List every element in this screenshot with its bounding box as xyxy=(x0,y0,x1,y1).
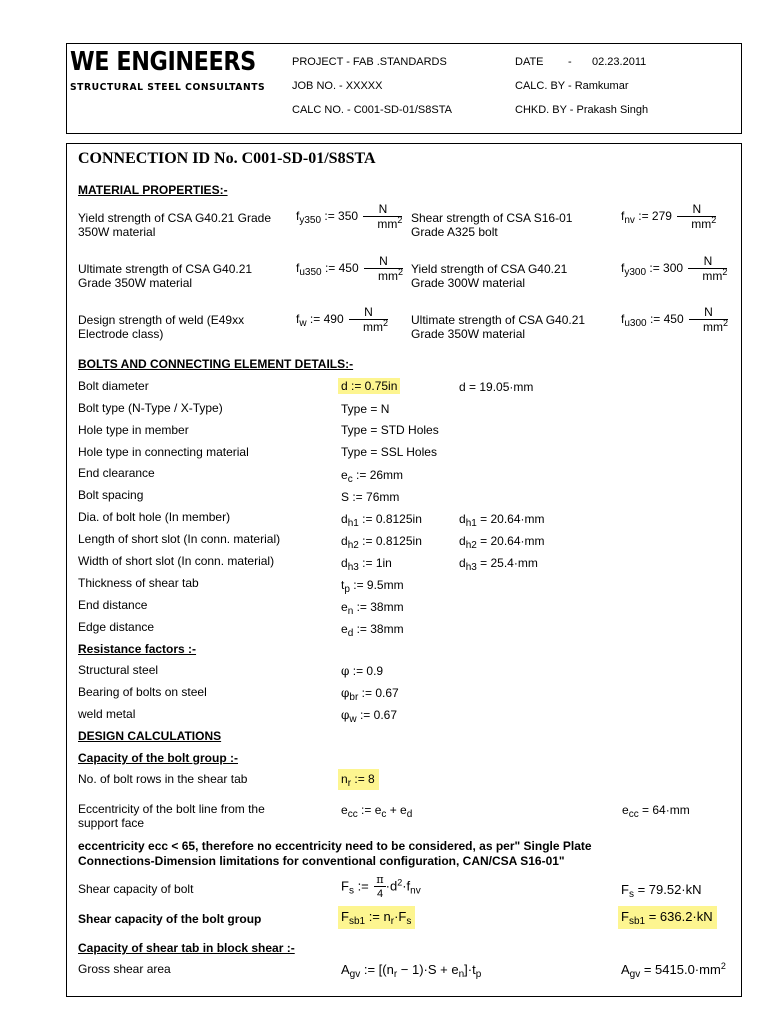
fnv-description: Shear strength of CSA S16-01 Grade A325 bolt xyxy=(411,211,573,239)
block-shear-heading: Capacity of shear tab in block shear :- xyxy=(78,941,295,955)
fy300-formula: $f_{y300}$ := 300 $\frac{N}{mm^2}$ xyxy=(621,254,728,283)
fu350-formula: $f_{u350}$ := 450 $\frac{N}{mm^2}$ xyxy=(296,254,403,283)
hole-member-expr: Type = STD Holes xyxy=(341,423,439,437)
fsb-expr: $F_{sb1}$ := $n_r\cdot F_s$ xyxy=(338,910,415,924)
bolts-heading: BOLTS AND CONNECTING ELEMENT DETAILS:- xyxy=(78,357,354,371)
date-label: DATE - xyxy=(515,56,572,68)
unit-fraction: $\frac{N}{mm^2}$ xyxy=(364,255,403,283)
pi-over-four: $\frac{\pi}{4}$ xyxy=(376,873,384,900)
phi-br-label: Bearing of bolts on steel xyxy=(78,685,207,699)
fu300-formula: $f_{u300}$ := 450 $\frac{N}{mm^2}$ xyxy=(621,305,728,334)
hole-conn-expr: Type = SSL Holes xyxy=(341,445,437,459)
bolt-type-expr: Type = N xyxy=(341,402,390,416)
dh2-label: Length of short slot (In conn. material) xyxy=(78,532,281,546)
phi-w-expr: $\varphi_w$ := 0.67 xyxy=(341,708,398,725)
job-no-field: JOB NO. - XXXXX xyxy=(292,80,383,92)
ed-expr: $e_d$ := 38mm xyxy=(341,622,404,639)
end-clearance-expr: $e_c$ := 26mm xyxy=(341,468,404,485)
dh1-result: $d_{h1} = 20.64\cdot mm$ xyxy=(459,512,545,529)
agv-label: Gross shear area xyxy=(78,962,171,976)
fy350-description: Yield strength of CSA G40.21 Grade 350W material xyxy=(78,211,272,239)
agv-result: $A_{gv} = 5415.0\cdot mm^2$ xyxy=(621,961,726,980)
fu300-description: Ultimate strength of CSA G40.21 Grade 350W material xyxy=(411,313,586,341)
design-heading: DESIGN CALCULATIONS xyxy=(78,729,222,743)
dh1-label: Dia. of bolt hole (In member) xyxy=(78,510,231,524)
dh1-expr: $d_{h1}$ := 0.8125in xyxy=(341,512,422,529)
unit-fraction: $\frac{N}{mm^2}$ xyxy=(677,203,716,231)
ed-label: Edge distance xyxy=(78,620,155,634)
bolt-diameter-expr: d := 0.75in xyxy=(338,379,400,393)
fnv-formula: $f_{nv}$ := 279 $\frac{N}{mm^2}$ xyxy=(621,202,717,231)
unit-fraction: $\frac{N}{mm^2}$ xyxy=(688,255,727,283)
dh3-result: $d_{h3} = 25.4\cdot mm$ xyxy=(459,556,538,573)
nr-label: No. of bolt rows in the shear tab xyxy=(78,772,248,786)
hole-member-label: Hole type in member xyxy=(78,423,189,437)
dh2-expr: $d_{h2}$ := 0.8125in xyxy=(341,534,422,551)
en-expr: $e_n$ := 38mm xyxy=(341,600,404,617)
nr-expr: $n_r$ := 8 xyxy=(338,772,379,786)
ecc-label: Eccentricity of the bolt line from the support face xyxy=(78,802,265,830)
bolt-group-heading: Capacity of the bolt group :- xyxy=(78,751,238,765)
fy300-description: Yield strength of CSA G40.21 Grade 300W material xyxy=(411,262,568,290)
en-label: End distance xyxy=(78,598,148,612)
fsb-result: $F_{sb1} = 636.2\cdot kN$ xyxy=(618,910,717,924)
tp-expr: $t_p$ := 9.5mm xyxy=(341,578,404,595)
material-heading: MATERIAL PROPERTIES:- xyxy=(78,183,228,197)
phi-w-label: weld metal xyxy=(78,707,136,721)
agv-expr: $A_{gv}$ := $[(n_r - 1)\cdot S + e_n]\cdot t_p$ xyxy=(341,962,482,980)
calc-by-field: CALC. BY - Ramkumar xyxy=(515,80,629,92)
phi-steel-expr: φ := 0.9 xyxy=(341,664,384,678)
unit-fraction: $\frac{N}{mm^2}$ xyxy=(689,306,728,334)
fy350-formula: $f_{y350}$ := 350 $\frac{N}{mm^2}$ xyxy=(296,202,403,231)
bolt-diameter-result: d = 19.05·mm xyxy=(459,380,534,394)
dh2-result: $d_{h2} = 20.64\cdot mm$ xyxy=(459,534,545,551)
bolt-diameter-label: Bolt diameter xyxy=(78,379,149,393)
ecc-result: $e_{cc} = 64\cdot mm$ xyxy=(622,803,690,820)
resistance-heading: Resistance factors :- xyxy=(78,642,197,656)
tp-label: Thickness of shear tab xyxy=(78,576,199,590)
fw-formula: $f_w$ := 490 $\frac{N}{mm^2}$ xyxy=(296,305,388,334)
connection-title: CONNECTION ID No. C001-SD-01/S8STA xyxy=(78,150,376,167)
dh3-label: Width of short slot (In conn. material) xyxy=(78,554,275,568)
fs-expr: $F_s$ := $\frac{\pi}{4}$ $\cdot d^2\cdot f_{nv}$ xyxy=(341,873,421,900)
chkd-by-field: CHKD. BY - Prakash Singh xyxy=(515,104,649,116)
end-clearance-label: End clearance xyxy=(78,466,155,480)
fu350-description: Ultimate strength of CSA G40.21 Grade 350W material xyxy=(78,262,253,290)
bolt-type-label: Bolt type (N-Type / X-Type) xyxy=(78,401,223,415)
fsb-label: Shear capacity of the bolt group xyxy=(78,912,262,926)
ecc-expr: $e_{cc}$ := $e_c + e_d$ xyxy=(341,803,413,820)
eccentricity-note: eccentricity ecc < 65, therefore no eccentricity need to be considered, as per" Single Plate Connections-Dimension limitations for conventional configuration, CAN/CSA S16-01" xyxy=(78,839,592,868)
company-logo: WE ENGINEERS xyxy=(70,47,256,77)
company-tagline: STRUCTURAL STEEL CONSULTANTS xyxy=(70,82,266,93)
fs-label: Shear capacity of bolt xyxy=(78,882,194,896)
fs-result: $F_s = 79.52\cdot kN$ xyxy=(621,882,702,900)
hole-conn-label: Hole type in connecting material xyxy=(78,445,249,459)
unit-fraction: $\frac{N}{mm^2}$ xyxy=(349,306,388,334)
bolt-spacing-label: Bolt spacing xyxy=(78,488,144,502)
phi-br-expr: $\varphi_{br}$ := 0.67 xyxy=(341,686,399,703)
phi-steel-label: Structural steel xyxy=(78,663,159,677)
dh3-expr: $d_{h3}$ := 1in xyxy=(341,556,392,573)
unit-fraction: $\frac{N}{mm^2}$ xyxy=(363,203,402,231)
bolt-spacing-expr: S := 76mm xyxy=(341,490,400,504)
project-field: PROJECT - FAB .STANDARDS xyxy=(292,56,447,68)
calc-no-field: CALC NO. - C001-SD-01/S8STA xyxy=(292,104,452,116)
date-value: 02.23.2011 xyxy=(592,56,647,68)
fw-description: Design strength of weld (E49xx Electrode class) xyxy=(78,313,245,341)
